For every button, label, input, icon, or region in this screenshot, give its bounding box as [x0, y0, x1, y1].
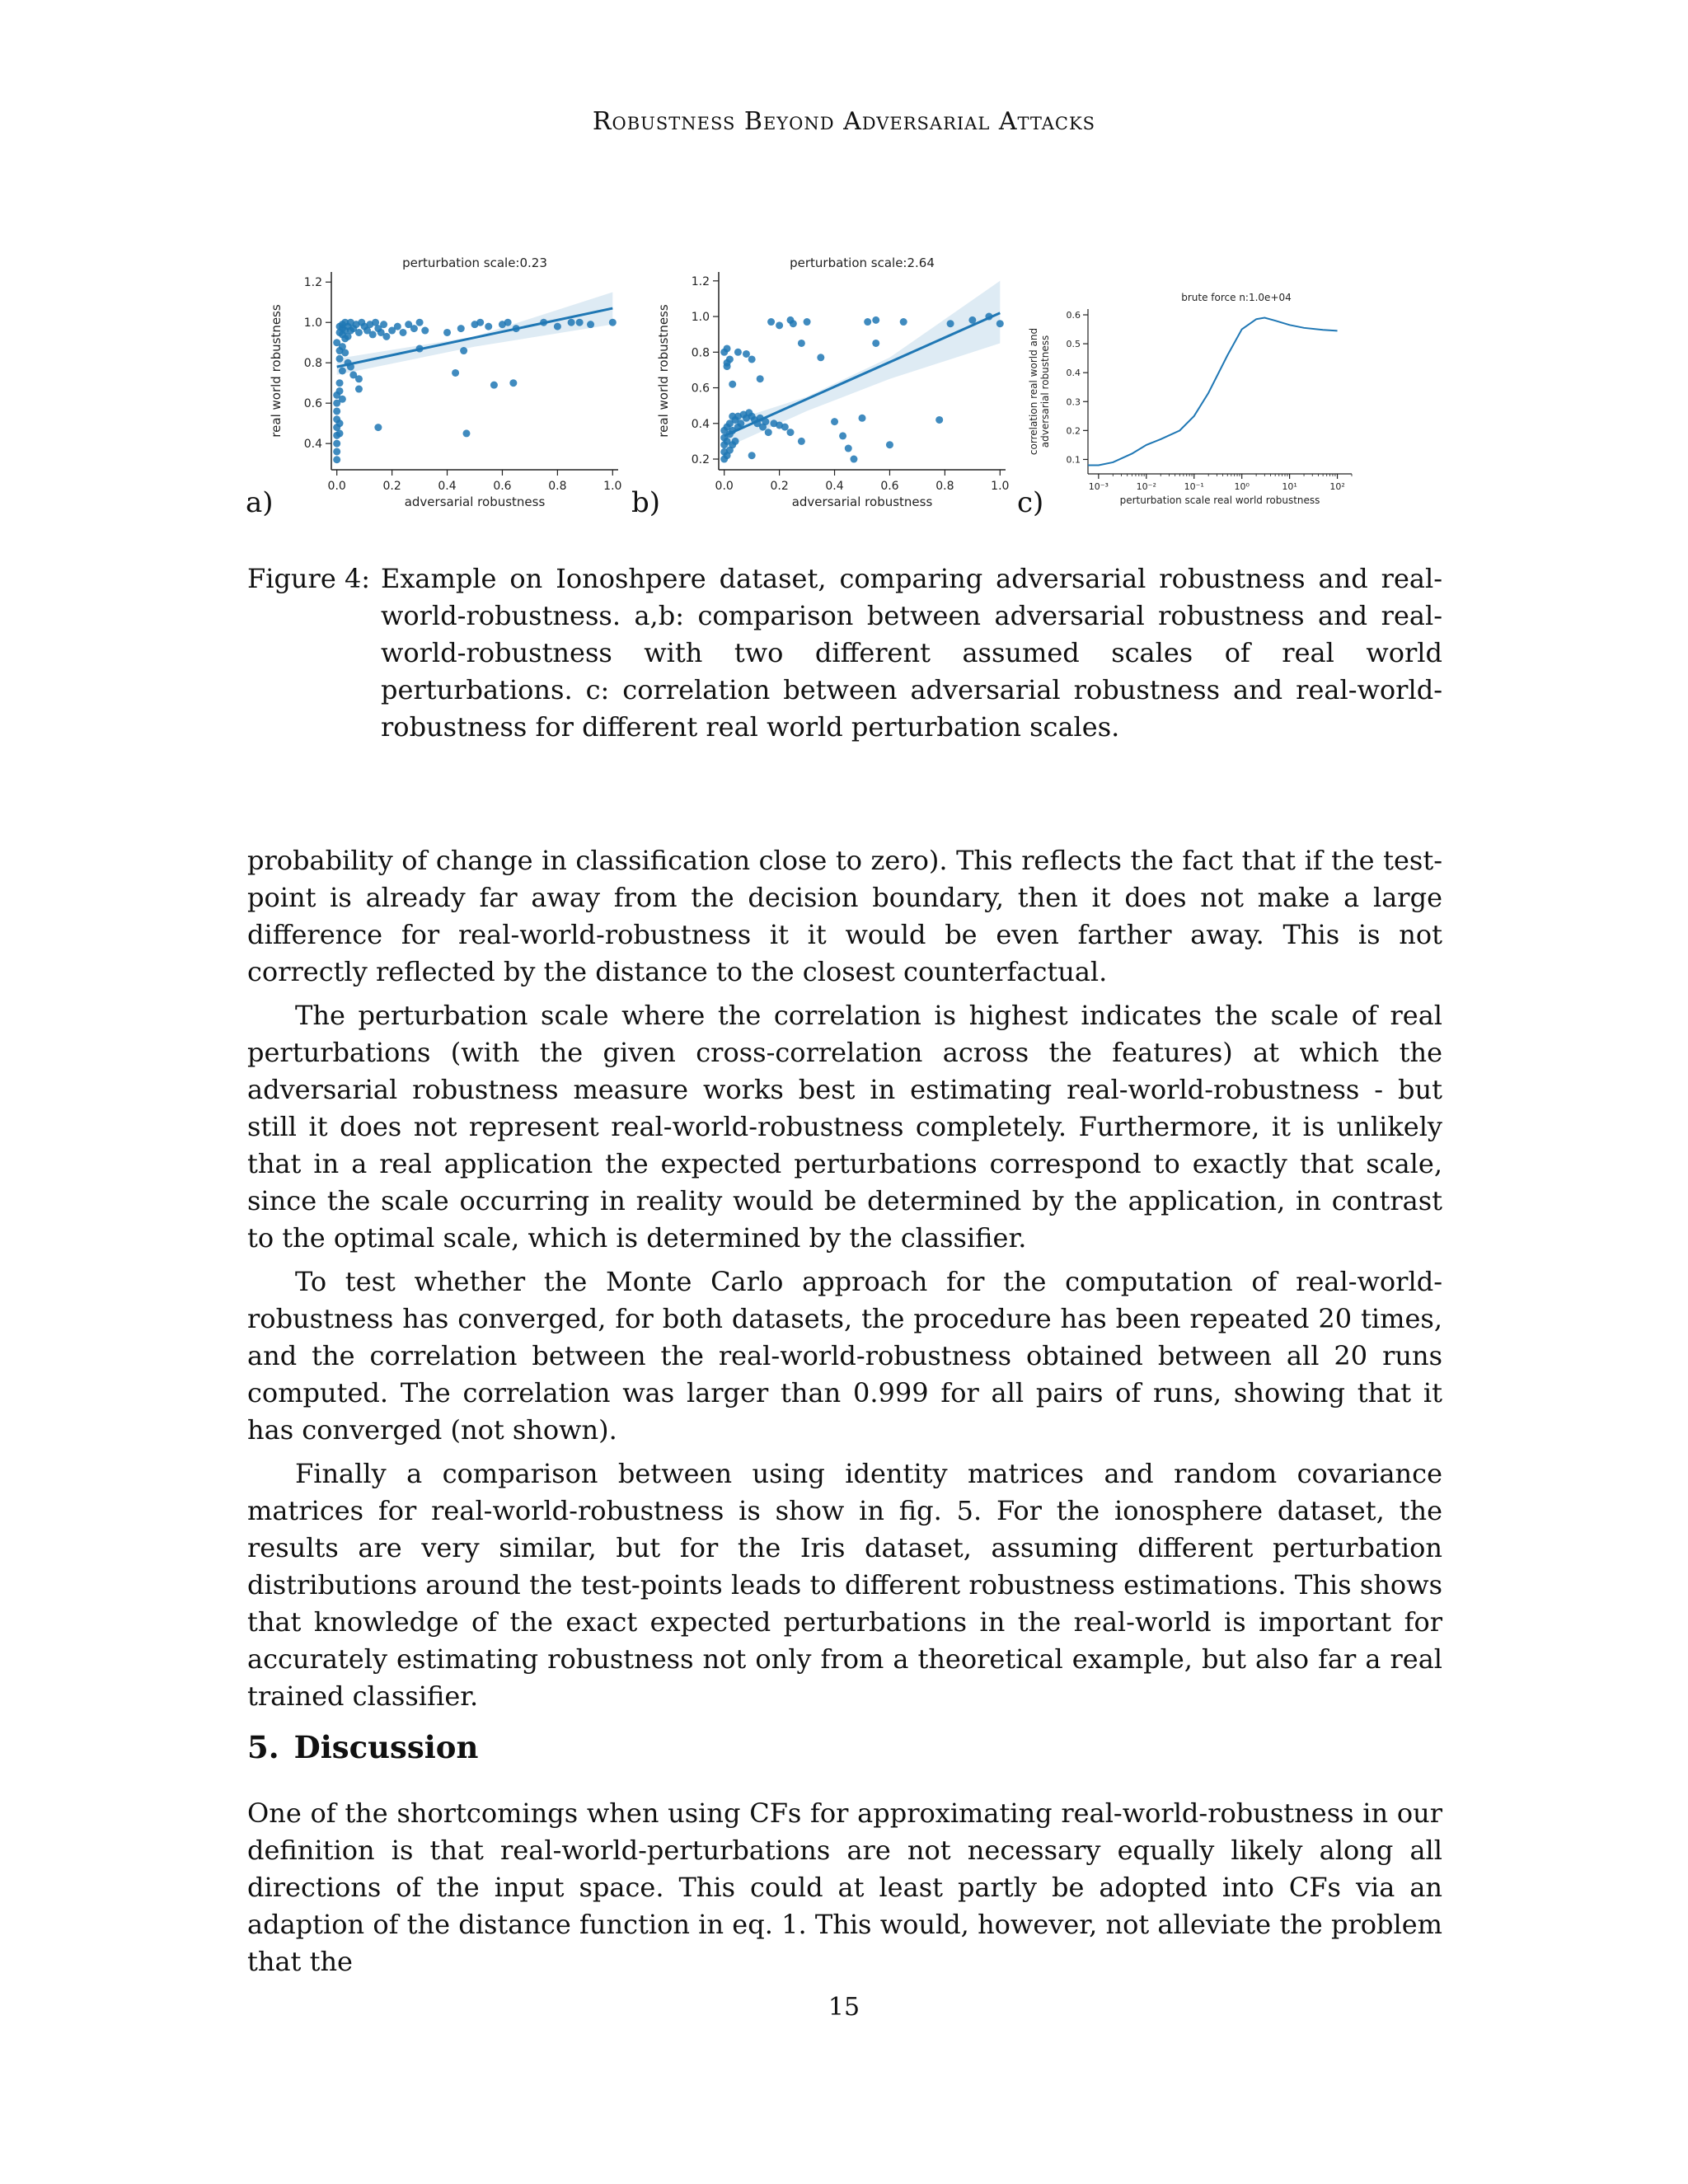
chart-title: brute force n:1.0e+04: [1181, 292, 1292, 303]
y-axis-label: real world robustness: [269, 304, 284, 438]
panel-a-letter: a): [246, 486, 274, 519]
panel-b: [626, 239, 1014, 523]
x-tick-label: 0.0: [715, 480, 734, 493]
data-point: [462, 429, 470, 437]
data-point: [485, 323, 492, 330]
data-point: [339, 368, 346, 375]
line-chart-c: [1014, 239, 1360, 519]
paragraph-1: probability of change in classification close to zero). This reflects the fact that if the test-point is already far away from the decision boundary, then it does not make a large difference for real-world-robustness it it would be even farther away. This is not correctly reflected by the distance to the closest counterfactual.: [247, 845, 1442, 987]
y-tick-label: 0.4: [303, 438, 322, 452]
y-tick-label: 1.2: [691, 274, 710, 288]
data-point: [587, 321, 594, 328]
section-heading: [247, 1729, 478, 1765]
x-tick-label: 1.0: [603, 480, 622, 493]
data-point: [724, 359, 731, 367]
data-point: [817, 354, 824, 361]
data-point: [787, 429, 795, 436]
x-tick-label: 0.0: [327, 480, 346, 493]
x-tick-label: 0.6: [493, 480, 512, 493]
panel-c: [1014, 239, 1360, 523]
data-point: [333, 440, 340, 448]
data-point: [336, 379, 344, 387]
x-tick-label: 0.4: [438, 480, 457, 493]
y-tick-label: 0.5: [1066, 339, 1081, 350]
scatter-chart-a: [239, 239, 626, 519]
caption-label: Figure 4:: [247, 563, 371, 594]
x-tick-label: 0.2: [770, 480, 789, 493]
data-point: [380, 321, 387, 328]
y-axis-label: real world robustness: [656, 304, 671, 438]
data-point: [576, 319, 584, 326]
data-point: [872, 316, 879, 324]
scatter-chart-b: [626, 239, 1014, 519]
data-point: [333, 407, 340, 415]
data-point: [968, 316, 976, 324]
data-point: [400, 329, 407, 336]
data-point: [410, 325, 418, 332]
x-tick-label: 10²: [1329, 481, 1345, 492]
data-point: [452, 369, 459, 377]
data-point: [369, 330, 377, 338]
x-tick-label: 10⁻³: [1088, 481, 1109, 492]
data-point: [724, 344, 731, 352]
x-tick-label: 1.0: [991, 480, 1010, 493]
data-point: [872, 340, 879, 347]
data-point: [748, 452, 756, 459]
body-text: [247, 842, 1442, 1722]
y-tick-label: 0.6: [691, 382, 710, 396]
data-point: [804, 318, 811, 326]
data-point: [935, 416, 943, 424]
figure-4: [239, 239, 1451, 536]
panel-c-letter: c): [1017, 486, 1044, 519]
x-tick-label: 10⁻²: [1136, 481, 1156, 492]
data-point: [765, 429, 772, 436]
x-tick-label: 10⁻¹: [1184, 481, 1204, 492]
chart-title: perturbation scale:0.23: [402, 255, 547, 270]
y-tick-label: 0.2: [691, 453, 710, 467]
data-point: [336, 419, 344, 427]
data-point: [457, 325, 465, 332]
data-point: [355, 386, 363, 393]
data-point: [339, 396, 346, 403]
y-tick-label: 0.8: [691, 346, 710, 360]
data-point: [798, 340, 805, 347]
figure-caption: [247, 560, 1442, 746]
paragraph-2: The perturbation scale where the correlation is highest indicates the scale of real perturbations (with the given cross-correlation across the features) at which the adversarial robustness measure works best in estimating real-world-robustness - but still it does not represent real-world-robustness completely. Furthermore, it is unlikely that in a real application the expected perturbations correspond to exactly that scale, since the scale occurring in reality would be determined by the application, in contrast to the optimal scale, which is determined by the classifier.: [247, 1000, 1442, 1254]
data-point: [850, 456, 857, 463]
section-paragraph-1: One of the shortcomings when using CFs for approximating real-world-robustness in our definition is that real-world-perturbations are not necessary equally likely along all directions of the input space. This could at least partly be adopted into CFs via an adaption of the distance function in eq. 1. This would, however, not alleviate the problem that the: [247, 1797, 1442, 1977]
data-point: [336, 355, 344, 363]
data-point: [336, 429, 344, 437]
data-point: [776, 321, 783, 329]
data-point: [490, 382, 498, 389]
data-point: [734, 349, 742, 356]
section-body: [247, 1795, 1442, 1987]
running-head: Robustness Beyond Adversarial Attacks: [592, 107, 1096, 136]
x-axis-label: perturbation scale real world robustness: [1119, 494, 1320, 506]
data-point: [476, 319, 484, 326]
y-tick-label: 0.3: [1066, 396, 1081, 408]
data-point: [509, 379, 517, 387]
data-point: [382, 333, 390, 340]
data-point: [333, 456, 340, 463]
caption-text: Example on Ionoshpere dataset, comparing adversarial robustness and real-world-robustness. a,b: comparison between adversarial robustness and real-world-robustness with two different assumed scales of real world perturbations. c: correlation between adversarial robustness and real-world-robustness for different real world perturbation scales.: [381, 563, 1442, 743]
data-point: [947, 320, 954, 327]
y-tick-label: 1.2: [303, 276, 322, 290]
data-point: [336, 387, 344, 395]
data-point: [996, 320, 1004, 327]
data-point: [790, 320, 797, 327]
x-axis-label: adversarial robustness: [404, 494, 546, 509]
data-point: [900, 318, 907, 326]
y-tick-label: 0.1: [1066, 454, 1081, 466]
data-point: [781, 424, 789, 431]
data-point: [839, 432, 846, 439]
x-tick-label: 10⁰: [1234, 481, 1250, 492]
y-tick-label: 0.4: [691, 417, 710, 431]
data-point: [859, 415, 866, 422]
y-tick-label: 0.6: [303, 397, 322, 411]
regression-line: [337, 308, 613, 367]
paragraph-3: To test whether the Monte Carlo approach for the computation of real-world-robustness has converged, for both datasets, the procedure has been repeated 20 times, and the correlation between the real-world-robustness obtained between all 20 runs computed. The correlation was larger than 0.999 for all pairs of runs, showing that it has converged (not shown).: [247, 1266, 1442, 1446]
data-point: [609, 319, 617, 326]
data-point: [394, 323, 401, 330]
x-axis-label: adversarial robustness: [791, 494, 933, 509]
data-point: [554, 323, 561, 330]
x-tick-label: 0.6: [880, 480, 899, 493]
y-tick-label: 1.0: [691, 311, 710, 325]
data-point: [416, 319, 424, 326]
data-point: [341, 349, 349, 356]
data-point: [460, 347, 467, 354]
data-point: [798, 438, 805, 445]
x-tick-label: 0.4: [825, 480, 844, 493]
y-tick-label: 0.4: [1066, 368, 1081, 379]
data-point: [732, 438, 739, 445]
data-point: [421, 327, 429, 335]
data-point: [845, 445, 852, 452]
data-point: [568, 319, 575, 326]
data-point: [504, 319, 512, 326]
y-axis-label: adversarial robustness: [1039, 335, 1051, 448]
data-point: [743, 350, 750, 358]
panel-b-letter: b): [631, 486, 661, 519]
y-tick-label: 0.2: [1066, 425, 1081, 437]
data-point: [831, 418, 838, 425]
chart-title: perturbation scale:2.64: [790, 255, 935, 270]
x-tick-label: 10¹: [1282, 481, 1297, 492]
data-point: [333, 448, 340, 455]
paragraph-4: Finally a comparison between using identity matrices and random covariance matrices for real-world-robustness is show in fig. 5. For the ionosphere dataset, the results are very similar, but for the Iris dataset, assuming different perturbation distributions around the test-points leads to different robustness estimations. This shows that knowledge of the exact expected perturbations in the real-world is important for accurately estimating robustness not only from a theoretical example, but also far a real trained classifier.: [247, 1458, 1442, 1712]
x-tick-label: 0.2: [382, 480, 401, 493]
y-tick-label: 1.0: [303, 316, 322, 330]
y-tick-label: 0.8: [303, 357, 322, 371]
section-title: Discussion: [293, 1729, 479, 1765]
y-axis-label: correlation real world and: [1028, 327, 1039, 456]
section-number: 5.: [247, 1729, 279, 1765]
y-tick-label: 0.6: [1066, 310, 1081, 321]
data-point: [886, 441, 893, 448]
data-point: [729, 381, 736, 388]
data-point: [355, 375, 363, 382]
data-point: [864, 318, 871, 326]
panel-a: [239, 239, 626, 523]
data-point: [374, 424, 382, 431]
data-point: [757, 375, 764, 382]
x-tick-label: 0.8: [935, 480, 954, 493]
data-point: [748, 355, 756, 363]
data-point: [767, 318, 775, 326]
data-point: [443, 329, 451, 336]
correlation-line: [1088, 318, 1338, 466]
data-point: [355, 329, 363, 336]
x-tick-label: 0.8: [548, 480, 567, 493]
page-number: 15: [828, 1993, 860, 2022]
